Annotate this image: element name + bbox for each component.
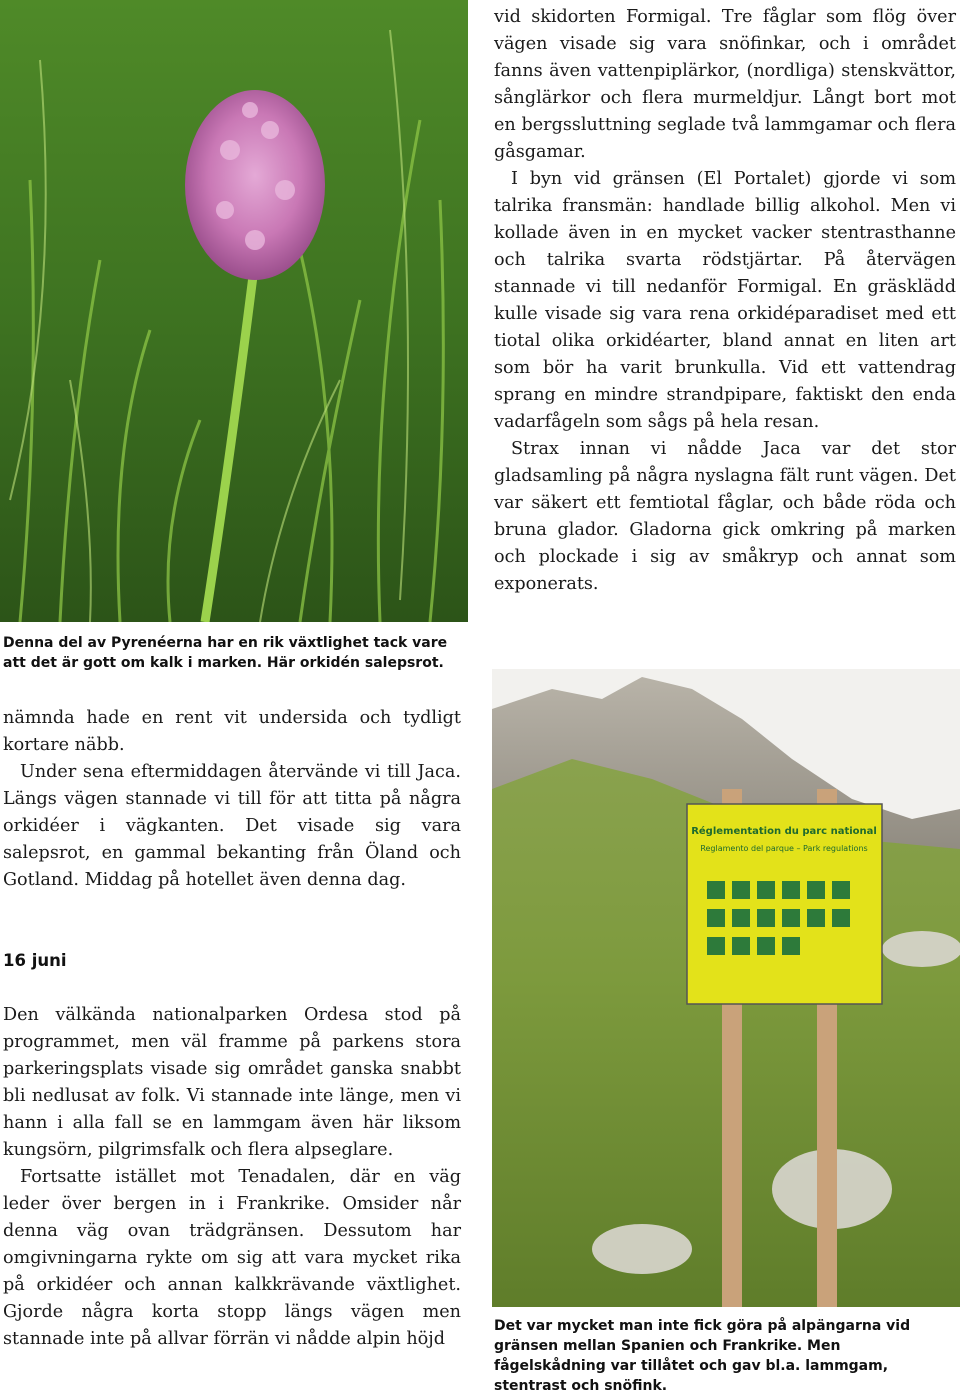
- article-text-left-bottom: [3, 1002, 461, 1353]
- paragraph: Fortsatte istället mot Tenadalen, där en väg leder över bergen in i Frankrike. Omsider når denna väg ovan trädgränsen. Dessutom har omgivningarna rykte om sig att vara mycket rika på orkidéer och annan kalkkrävande växtlighet. Gjorde några korta stopp längs vägen men stannade inte på allvar förrän vi nådde alpin höjd: [3, 1167, 461, 1349]
- paragraph: Strax innan vi nådde Jaca var det stor gladsamling på några nyslagna fält runt vägen. Det var säkert ett femtiotal fåglar, och både röda och bruna glador. Gladorna gick omkring på marken och plockade i sig av småkryp och annat som exponerats.: [494, 439, 956, 594]
- paragraph: I byn vid gränsen (El Portalet) gjorde vi som talrika fransmän: handlade billig alkohol. Men vi kollade även in en mycket vacker stentrasthanne och talrika svarta rödstjärtar. På återvägen stannade vi till nedanför Formigal. En gräsklädd kulle visade sig vara rena orkidéparadiset med ett tiotal olika orkidéarter, bland annat en liten art som bör ha varit brunkulla. Vid ett vattendrag sprang en mindre strandpipare, faktiskt den enda vadarfågeln som sågs på hela resan.: [494, 169, 956, 432]
- orchid-photo-caption: Denna del av Pyrenéerna har en rik växtlighet tack vare att det är gott om kalk i marken. Här orkidén salepsrot.: [3, 635, 448, 671]
- park-sign-photo: [492, 669, 960, 1307]
- article-text-left-mid: [3, 705, 461, 894]
- sign-subtitle: Reglamento del parque – Park regulations: [700, 844, 868, 853]
- paragraph: Under sena eftermiddagen återvände vi till Jaca. Längs vägen stannade vi till för att titta på några orkidéer i vägkanten. Det visade sig vara salepsrot, en gammal bekanting från Öland och Gotland. Middag på hotellet även denna dag.: [3, 762, 461, 890]
- park-sign-photo-caption: Det var mycket man inte fick göra på alpängarna vid gränsen mellan Spanien och Frankrike. Men fågelskådning var tillåtet och gav bl.a. lammgam, stentrast och snöfink.: [494, 1318, 911, 1394]
- paragraph: vid skidorten Formigal. Tre fåglar som flög över vägen visade sig vara snöfinkar, och i området fanns även vattenpiplärkor, (nordliga) stenskvättor, sånglärkor och flera murmeldjur. Långt bort mot en bergssluttning seglade två lammgamar och flera gåsgamar.: [494, 7, 956, 162]
- sign-title: Réglementation du parc national: [691, 826, 877, 837]
- paragraph: nämnda hade en rent vit undersida och tydligt kortare näbb.: [3, 708, 461, 755]
- article-text-right-top: [494, 4, 956, 598]
- paragraph: Den välkända nationalparken Ordesa stod på programmet, men väl framme på parkens stora parkeringsplats visade sig området ganska snabbt bli nedlusat av folk. Vi stannade inte länge, men vi hann i alla fall se en lammgam även här liksom kungsörn, pilgrimsfalk och flera alpseglare.: [3, 1005, 461, 1160]
- orchid-photo: [0, 0, 468, 622]
- section-heading: 16 juni: [3, 951, 67, 970]
